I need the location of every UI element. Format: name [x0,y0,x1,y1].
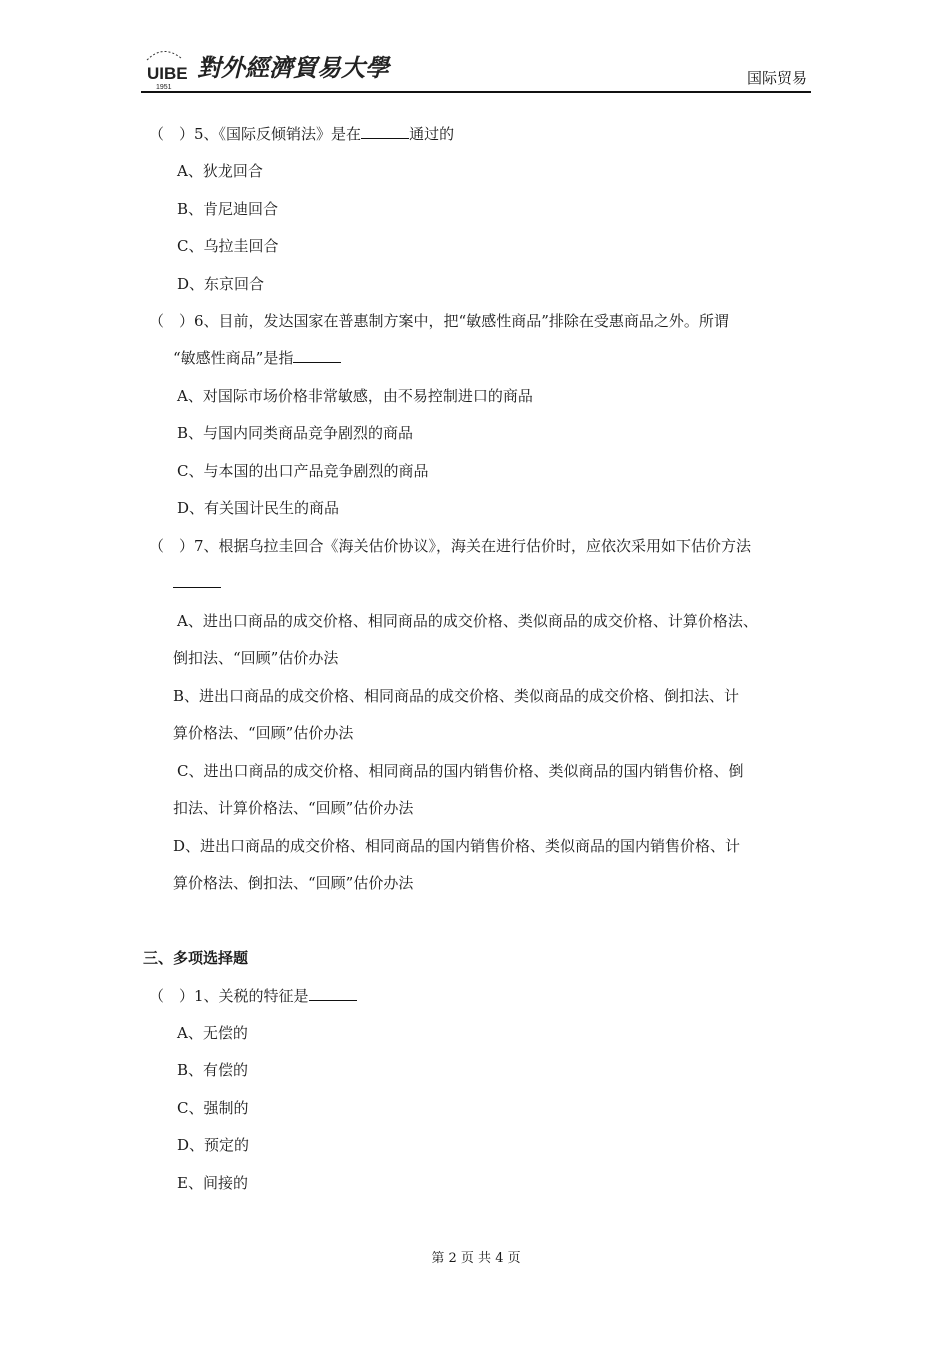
question-text: 关税的特征是 [218,987,309,1005]
question-7-blank-line [173,572,221,594]
question-text: 《国际反倾销法》是在 [218,125,362,143]
question-prefix: （ ）7、 [149,537,219,555]
question-prefix: （ ）5、 [149,125,219,143]
page-header [141,40,811,94]
header-divider [141,91,811,93]
option-c: C、强制的 [177,1099,249,1117]
option-a-continued: 倒扣法、“回顾”估价办法 [173,649,339,667]
option-a: A、对国际市场价格非常敏感，由不易控制进口的商品 [177,387,533,405]
question-6-continued [173,347,341,369]
option-c-continued: 扣法、计算价格法、“回顾”估价办法 [173,799,414,817]
option-b-continued: 算价格法、“回顾”估价办法 [173,724,354,742]
option-b: B、进出口商品的成交价格、相同商品的成交价格、类似商品的成交价格、倒扣法、计 [173,687,740,705]
page-number: 第 2 页 共 4 页 [431,1251,521,1266]
section-title: 三、多项选择题 [143,949,249,967]
question-prefix: （ ）1、 [149,987,219,1005]
option-e: E、间接的 [177,1174,248,1192]
answer-blank [293,347,341,363]
option-a: A、进出口商品的成交价格、相同商品的成交价格、类似商品的成交价格、计算价格法、 [177,612,758,630]
option-c: C、与本国的出口产品竞争剧烈的商品 [177,462,429,480]
university-logo-graphic [141,42,401,92]
option-d: D、进出口商品的成交价格、相同商品的国内销售价格、类似商品的国内销售价格、计 [173,837,741,855]
option-b: B、有偿的 [177,1061,249,1079]
option-c: C、乌拉圭回合 [177,237,279,255]
answer-blank [361,123,409,139]
logo-emblem-text: UIBE [147,64,188,83]
question-text-end: 通过的 [409,125,455,143]
question-text: 目前，发达国家在普惠制方案中，把“敏感性商品”排除在受惠商品之外。所谓 [218,312,729,330]
question-7 [149,535,751,557]
option-a: A、狄龙回合 [177,162,263,180]
multi-question-1 [149,985,357,1007]
option-b: B、与国内同类商品竞争剧烈的商品 [177,424,414,442]
answer-blank [309,985,357,1001]
question-6 [149,310,729,332]
header-subject: 国际贸易 [746,69,807,87]
logo-year: 1951 [156,84,172,91]
question-prefix: （ ）6、 [149,312,219,330]
option-c: C、进出口商品的成交价格、相同商品的国内销售价格、类似商品的国内销售价格、倒 [177,762,744,780]
option-b: B、肯尼迪回合 [177,200,279,218]
university-logo [141,42,401,92]
option-d: D、有关国计民生的商品 [177,499,340,517]
answer-blank [173,572,221,588]
question-text: 根据乌拉圭回合《海关估价协议》，海关在进行估价时，应依次采用如下估价方法 [218,537,752,555]
option-d-continued: 算价格法、倒扣法、“回顾”估价办法 [173,874,414,892]
university-name: 對外經濟貿易大學 [197,53,389,82]
question-text: “敏感性商品”是指 [173,349,294,367]
option-d: D、东京回合 [177,275,265,293]
option-a: A、无偿的 [177,1024,248,1042]
question-5 [149,123,454,145]
option-d: D、预定的 [177,1136,250,1154]
